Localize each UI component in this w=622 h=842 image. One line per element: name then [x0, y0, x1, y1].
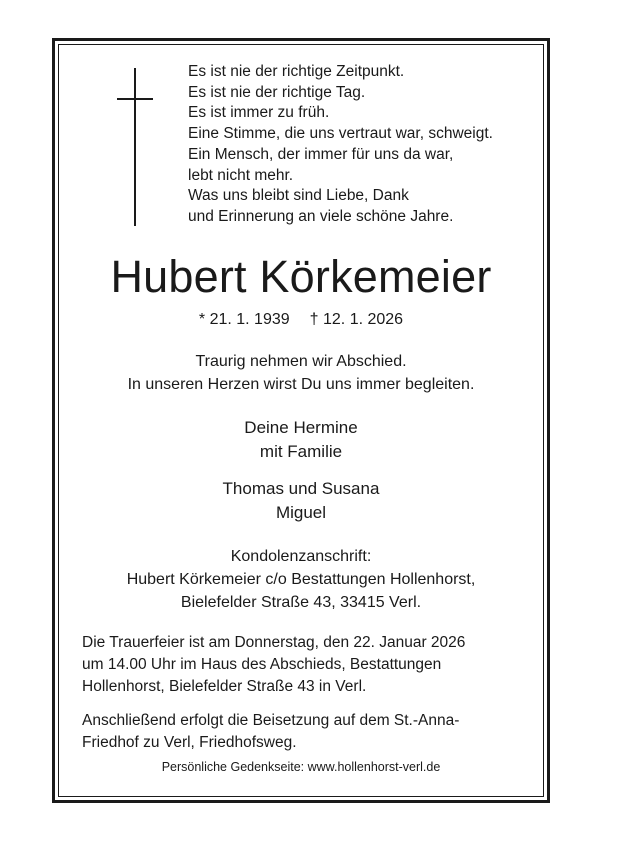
- poem-line: Es ist nie der richtige Zeitpunkt.: [188, 63, 405, 80]
- deceased-name: Hubert Körkemeier: [110, 251, 492, 302]
- ceremony-line: Hollenhorst, Bielefelder Straße 43 in Verl.: [82, 678, 367, 695]
- ceremony-info: [82, 632, 522, 698]
- cross-vertical-bar: [134, 68, 136, 226]
- poem-line: lebt nicht mehr.: [188, 166, 294, 184]
- poem-line: Was uns bleibt sind Liebe, Dank: [188, 187, 409, 205]
- poem: [188, 62, 538, 228]
- poem-line: Eine Stimme, die uns vertraut war, schweigt.: [188, 125, 493, 143]
- burial-line: Anschließend erfolgt die Beisetzung auf dem St.-Anna-: [82, 712, 460, 729]
- mourner-line: Miguel: [275, 503, 327, 522]
- mourner-group: [56, 477, 546, 525]
- mourner-group: [56, 416, 546, 464]
- death-date: † 12. 1. 2026: [309, 311, 404, 328]
- mourner-line: Deine Hermine: [244, 418, 358, 437]
- cross-horizontal-bar: [117, 98, 153, 100]
- poem-line: Ein Mensch, der immer für uns da war,: [188, 145, 454, 163]
- farewell-line: Traurig nehmen wir Abschied.: [195, 353, 407, 370]
- ceremony-line: Die Trauerfeier ist am Donnerstag, den 22. Januar 2026: [82, 634, 466, 651]
- farewell-line: In unseren Herzen wirst Du uns immer begleiten.: [127, 376, 475, 393]
- ceremony-line: um 14.00 Uhr im Haus des Abschieds, Bestattungen: [82, 656, 442, 673]
- condolence-address: [56, 545, 546, 614]
- poem-line: und Erinnerung an viele schöne Jahre.: [188, 207, 454, 225]
- burial-info: [82, 710, 522, 754]
- birth-date: * 21. 1. 1939: [198, 311, 290, 328]
- burial-line: Friedhof zu Verl, Friedhofsweg.: [82, 734, 297, 751]
- mourner-line: Thomas und Susana: [222, 479, 380, 498]
- condolence-line: Kondolenzanschrift:: [230, 548, 372, 565]
- mourner-line: mit Familie: [259, 442, 343, 461]
- poem-line: Es ist immer zu früh.: [188, 104, 330, 122]
- condolence-line: Hubert Körkemeier c/o Bestattungen Hollenhorst,: [126, 571, 476, 588]
- poem-line: Es ist nie der richtige Tag.: [188, 83, 366, 101]
- condolence-line: Bielefelder Straße 43, 33415 Verl.: [180, 594, 422, 611]
- memorial-website: Persönliche Gedenkseite: www.hollenhorst-verl.de: [161, 760, 441, 774]
- life-dates: [56, 309, 546, 331]
- farewell-text: [56, 350, 546, 396]
